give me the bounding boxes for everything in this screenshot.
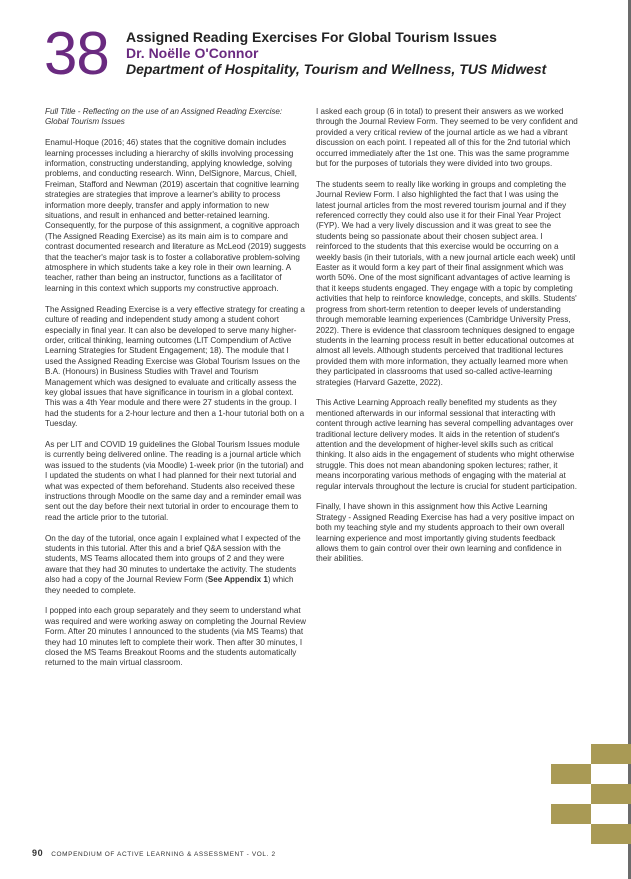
decorative-block: [591, 824, 631, 844]
page-number: 90: [32, 848, 44, 858]
left-column: [45, 107, 307, 679]
paragraph: Enamul-Hoque (2016; 46) states that the cognitive domain includes learning processes including a hierarchy of skills involving processing information, constructing understanding, applying knowledge, solving problems, and conducting research. Winn, DelSignore, Marcus, Chiell, Freiman, Stafford and Newman (2019) ascertain that cognitive learning strategies are strategies that improve a learner's ability to process information more deeply, transfer and apply information to new situations, and result in enhanced and better-retained learning. Consequently, for the purpose of this assignment, a cognitive approach (The Assigned Reading Exercise) as its main aim is to compare and contrast documented research and literature as McLeod (2019) suggests that the teacher's major task is to foster a collaborative problem-solving atmosphere in which students take a key role in their own learning. A teacher, rather than being an instructor, functions as a facilitator of learning in this context which supports my constructive approach.: [45, 138, 306, 293]
decorative-block: [591, 744, 631, 764]
paragraph-text: ) which they needed to complete.: [45, 575, 294, 595]
decorative-block: [551, 804, 591, 824]
appendix-reference: See Appendix 1: [207, 575, 268, 585]
paragraph: I asked each group (6 in total) to present their answers as we worked through the Journal Review Form. They seemed to be very confident and provided a very critical review of the journal article as we had a vibrant discussion on each point. I repeated all of this for the 2nd tutorial which occurred immediately after the 1st one. This was the same programme but for the purposes of tutorials they were divided into two groups.: [316, 107, 578, 169]
decorative-block: [591, 784, 631, 804]
paragraph: This Active Learning Approach really benefited my students as they mentioned afterwards in our informal sessional that interacting with content through active learning has several compelling advantages over traditional lecture delivery modes. It aids in the retention of student's attention and the development of higher-level skills such as critical thinking. It also aids in the engagement of students who might otherwise struggle. This does not mean abandoning spoken lectures; rather, it means incorporating various methods of engaging with the material at regular intervals throughout the lecture is crucial for student participation.: [316, 398, 577, 491]
publication-name: COMPENDIUM OF ACTIVE LEARNING & ASSESSMENT - VOL. 2: [51, 851, 276, 858]
chapter-header: [126, 29, 596, 78]
chapter-author: Dr. Noëlle O'Connor: [126, 45, 259, 61]
page-footer: [32, 848, 276, 858]
chapter-department: Department of Hospitality, Tourism and Wellness, TUS Midwest: [126, 61, 547, 77]
paragraph: The students seem to really like working in groups and completing the Journal Review Form. I also highlighted the fact that I was using the latest journal articles from the most revered tourism journal and if they referenced correctly they could also use it for their Final Year Project (FYP). We had a very lively discussion and it was great to see the students being so passionate about their chosen subject area. I reinforced to the students that this exercise would be occurring on a weekly basis (in their tutorials, with a new journal article each week) until Easter as it would form a key part of their final assignment which was worth 50%. One of the most significant advantages of active learning is that it keeps students engaged. They engage with a topic by completing activities that help to reinforce knowledge, concepts, and skills. Students' progress from short-term retention to deeper levels of understanding through memorable learning experiences (Cambridge University Press, 2022). There is evidence that classroom techniques designed to engage students in the learning process result in better educational outcomes at almost all levels. Although students perceived that traditional lectures provided them with more information, they actually learned more when they participated in classrooms that used so-called active-learning strategies (Harvard Gazette, 2022).: [316, 179, 577, 387]
chapter-title: Assigned Reading Exercises For Global Tourism Issues: [126, 29, 497, 45]
full-title: Full Title - Reflecting on the use of an Assigned Reading Exercise: Global Tourism Issues: [45, 107, 283, 127]
paragraph: The Assigned Reading Exercise is a very effective strategy for creating a culture of reading and independent study among a student cohort especially in final year. It can also be developed to serve many higher-order, critical thinking, learning outcomes (LIT Compendium of Active Learning Strategies for Student Engagement; 18). The module that I used the Assigned Reading Exercise was Global Tourism Issues on the B.A. (Honours) in Business Studies with Travel and Tourism Management which was designed to evaluate and critically assess the key global issues that have significance in tourism in a global context. This was a 4th Year module and there were 27 students in the group. I had the students for a 2-hour lecture and then a 1-hour tutorial both on a Tuesday.: [45, 304, 305, 429]
paragraph-text: On the day of the tutorial, once again I explained what I expected of the students in this tutorial. After this and a brief Q&A session with the students, MS Teams allocated them into groups of 2 and they were aware that they had 30 minutes to undertake the activity. The students also had a copy of the Journal Review Form (: [45, 533, 301, 585]
paragraph: Finally, I have shown in this assignment how this Active Learning Strategy - Assigned Reading Exercise has had a very positive impact on both my teaching style and my students approach to their own overall learning experience and most importantly giving students feedback allows them to gain control over their own learning and confidence in their abilities.: [316, 502, 575, 564]
right-column: [316, 107, 578, 575]
paragraph: [45, 534, 307, 596]
paragraph: As per LIT and COVID 19 guidelines the Global Tourism Issues module is currently being delivered online. The reading is a journal article which was issued to the students (via Moodle) 1-week prior (in the tutorial) and I updated the students on what I had planned for their next tutorial and what was expected of them beforehand. Students also received these instructions through Moodle on the same day and a reminder email was sent out the day before their next tutorial in order to encourage them to read the article prior to the tutorial.: [45, 439, 304, 522]
paragraph: I popped into each group separately and they seem to understand what was required and were working asway on completing the Journal Review Form. After 20 minutes I announced to the students (via MS Teams) that they had 10 minutes left to complete their work. Then after 30 minutes, I closed the MS Teams Breakout Rooms and the students automatically returned to the main virtual classroom.: [45, 606, 306, 668]
decorative-block: [551, 764, 591, 784]
chapter-number: 38: [44, 20, 109, 87]
